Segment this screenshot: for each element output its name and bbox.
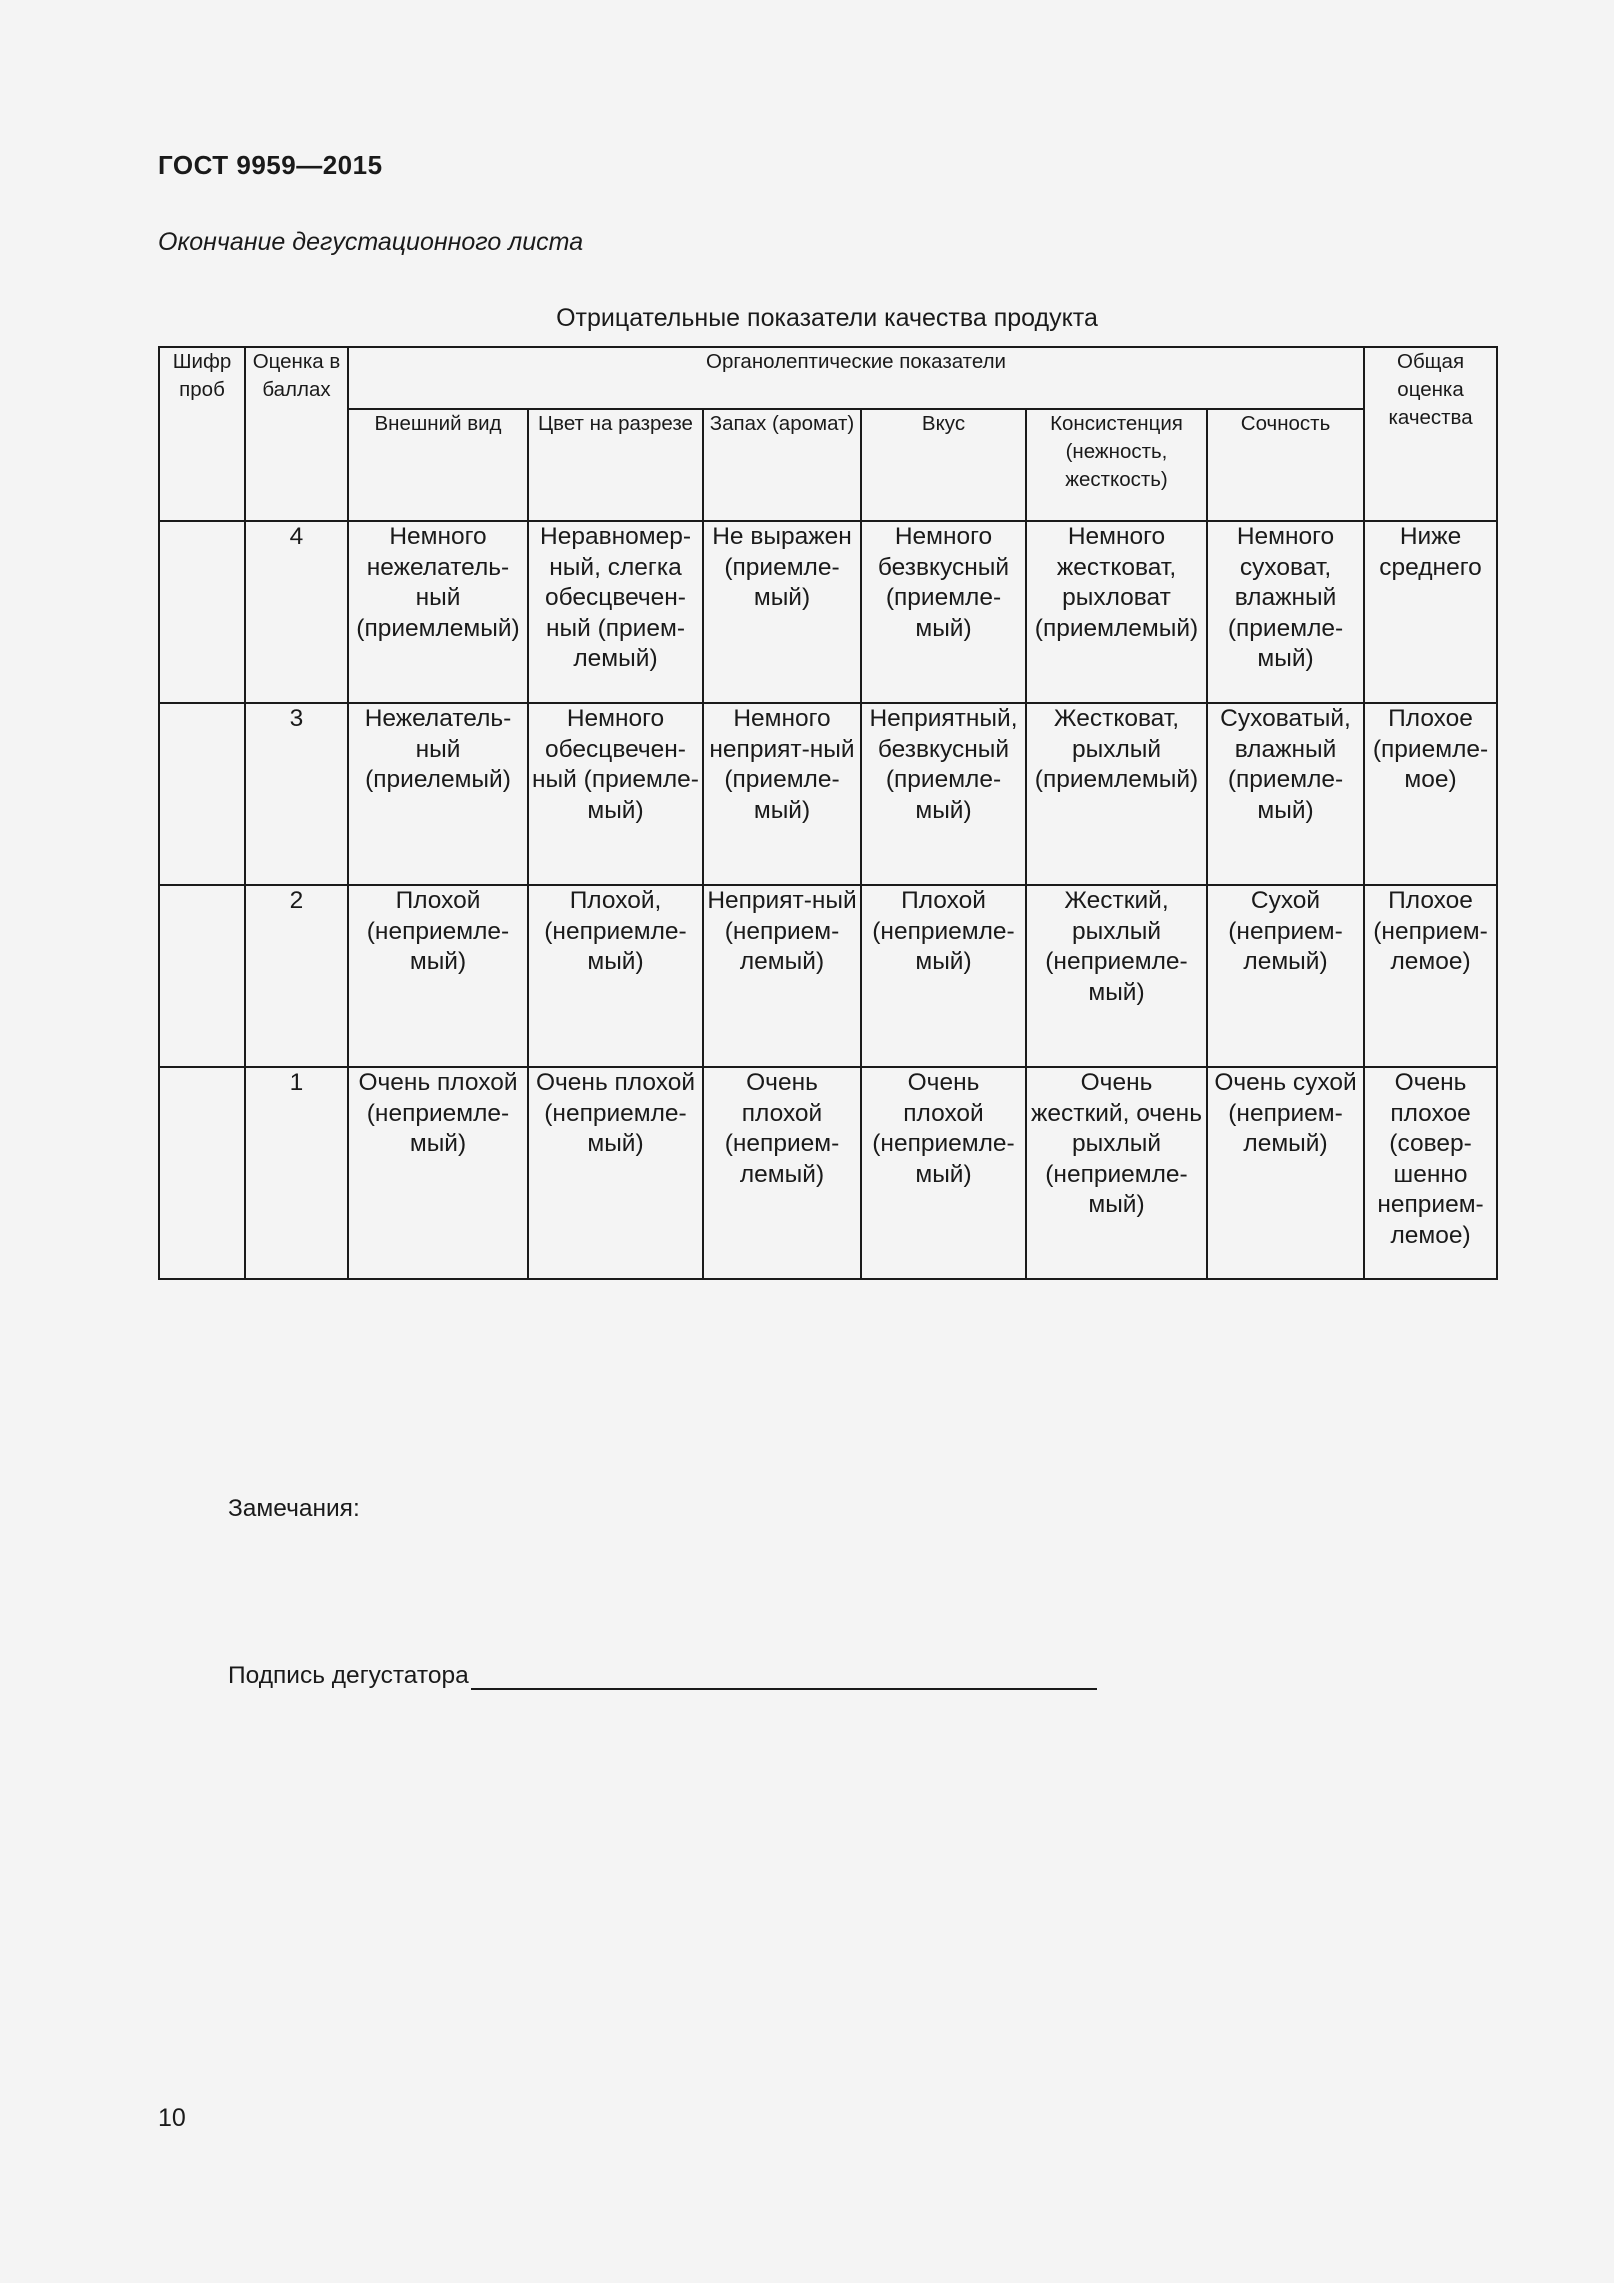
signature-line (471, 1662, 1097, 1690)
header-cut-color: Цвет на разрезе (528, 409, 703, 521)
remarks-label: Замечания: (228, 1495, 360, 1522)
cell-taste: Неприятный, безвкусный (приемле-мый) (861, 703, 1026, 885)
table-row (159, 521, 1497, 703)
cell-juiciness: Немного суховат, влажный (приемле-мый) (1207, 521, 1364, 703)
cell-juiciness: Очень сухой (неприем-лемый) (1207, 1067, 1364, 1279)
document-code: ГОСТ 9959—2015 (158, 150, 383, 180)
cell-smell: Не выражен (приемле-мый) (703, 521, 861, 703)
row-code (159, 1067, 245, 1279)
cell-appearance: Нежелатель-ный (приелемый) (348, 703, 528, 885)
cell-overall: Плохое (неприем-лемое) (1364, 885, 1497, 1067)
tasting-table (158, 346, 1498, 1280)
cell-consistency: Очень жесткий, очень рыхлый (неприемле-мый) (1026, 1067, 1207, 1279)
cell-smell: Неприят-ный (неприем-лемый) (703, 885, 861, 1067)
cell-taste: Немного безвкусный (приемле-мый) (861, 521, 1026, 703)
cell-consistency: Жесткий, рыхлый (неприемле-мый) (1026, 885, 1207, 1067)
section-subtitle: Окончание дегустационного листа (158, 228, 584, 256)
cell-appearance: Очень плохой (неприемле-мый) (348, 1067, 528, 1279)
table-row (159, 703, 1497, 885)
header-code: Шифр проб (159, 347, 245, 521)
cell-cut-color: Плохой, (неприемле-мый) (528, 885, 703, 1067)
cell-taste: Плохой (неприемле-мый) (861, 885, 1026, 1067)
cell-cut-color: Немного обесцвечен-ный (приемле-мый) (528, 703, 703, 885)
header-organoleptic-group: Органолептические показатели (348, 347, 1364, 409)
table-row (159, 1067, 1497, 1279)
cell-consistency: Жестковат, рыхлый (приемлемый) (1026, 703, 1207, 885)
row-code (159, 703, 245, 885)
cell-smell: Немного неприят-ный (приемле-мый) (703, 703, 861, 885)
header-consistency: Консистенция (нежность, жесткость) (1026, 409, 1207, 521)
cell-juiciness: Суховатый, влажный (приемле-мый) (1207, 703, 1364, 885)
cell-taste: Очень плохой (неприемле-мый) (861, 1067, 1026, 1279)
table-row (159, 885, 1497, 1067)
cell-overall: Очень плохое (совер-шенно неприем-лемое) (1364, 1067, 1497, 1279)
row-score: 4 (245, 521, 348, 703)
header-overall: Общая оценка качества (1364, 347, 1497, 521)
cell-overall: Плохое (приемле-мое) (1364, 703, 1497, 885)
cell-juiciness: Сухой (неприем-лемый) (1207, 885, 1364, 1067)
signature-block (228, 1662, 1097, 1690)
row-code (159, 521, 245, 703)
header-score: Оценка в баллах (245, 347, 348, 521)
cell-smell: Очень плохой (неприем-лемый) (703, 1067, 861, 1279)
signature-label: Подпись дегустатора (228, 1662, 469, 1689)
header-smell: Запах (аромат) (703, 409, 861, 521)
row-code (159, 885, 245, 1067)
cell-consistency: Немного жестковат, рыхловат (приемлемый) (1026, 521, 1207, 703)
cell-cut-color: Неравномер-ный, слегка обесцвечен-ный (прием-лемый) (528, 521, 703, 703)
row-score: 2 (245, 885, 348, 1067)
row-score: 1 (245, 1067, 348, 1279)
header-juiciness: Сочность (1207, 409, 1364, 521)
table-title: Отрицательные показатели качества продукта (556, 304, 1098, 332)
cell-overall: Ниже среднего (1364, 521, 1497, 703)
cell-appearance: Немного нежелатель-ный (приемлемый) (348, 521, 528, 703)
row-score: 3 (245, 703, 348, 885)
cell-appearance: Плохой (неприемле-мый) (348, 885, 528, 1067)
header-taste: Вкус (861, 409, 1026, 521)
cell-cut-color: Очень плохой (неприемле-мый) (528, 1067, 703, 1279)
page-number: 10 (158, 2104, 186, 2132)
header-appearance: Внешний вид (348, 409, 528, 521)
